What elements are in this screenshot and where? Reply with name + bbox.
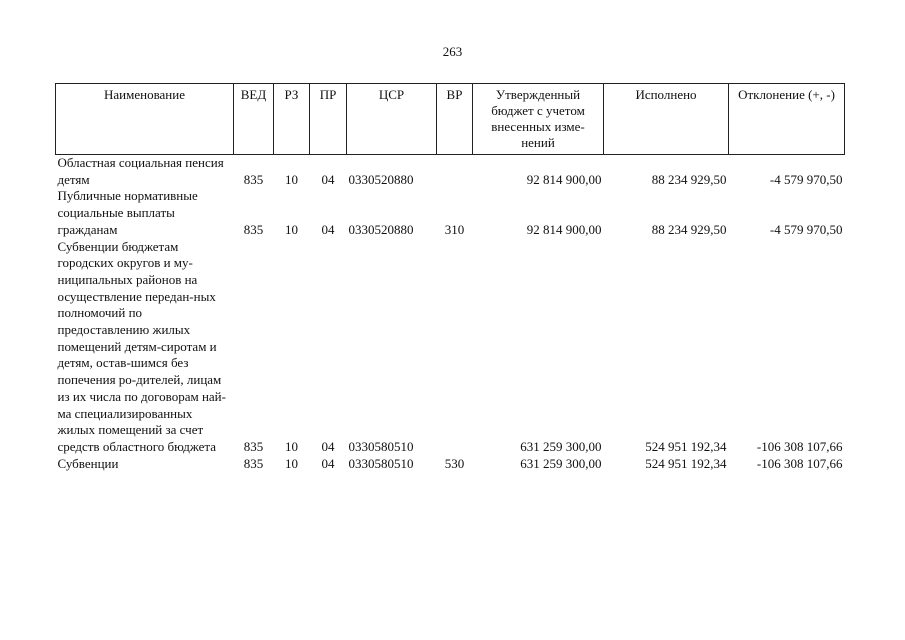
row-deviation: -4 579 970,50 [769, 171, 843, 187]
header-deviation: Отклонение (+, -) [729, 84, 845, 155]
row-executed: 524 951 192,34 [645, 455, 727, 471]
row-rz: 10 [285, 438, 298, 454]
table-row [56, 239, 845, 456]
row-name: Областная социальная пенсия детям [57, 155, 224, 187]
row-pr: 04 [321, 438, 335, 454]
header-rz: РЗ [274, 84, 310, 155]
page-number: 263 [442, 44, 463, 59]
row-rz: 10 [285, 455, 298, 471]
header-row [56, 84, 845, 155]
row-ved: 835 [243, 455, 264, 471]
row-pr: 04 [321, 171, 335, 187]
row-name: Публичные нормативные социальные выплаты гражданам [57, 188, 198, 237]
row-deviation: -106 308 107,66 [756, 455, 843, 471]
row-budget: 92 814 900,00 [526, 171, 602, 187]
header-csr: ЦСР [347, 84, 437, 155]
row-executed: 524 951 192,34 [645, 438, 727, 454]
table-row [56, 456, 845, 473]
header-name: Наименование [56, 84, 234, 155]
header-budget: Утвержденный бюджет с учетом внесенных изме-нений [473, 84, 604, 155]
row-deviation: -106 308 107,66 [756, 438, 843, 454]
row-vr: 530 [444, 455, 465, 471]
budget-table [55, 83, 845, 472]
row-pr: 04 [321, 221, 335, 237]
row-budget: 92 814 900,00 [526, 221, 602, 237]
row-budget: 631 259 300,00 [520, 438, 602, 454]
row-csr: 0330580510 [348, 438, 414, 454]
row-csr: 0330520880 [348, 171, 414, 187]
header-ved: ВЕД [234, 84, 274, 155]
row-vr [437, 155, 473, 189]
header-pr: ПР [310, 84, 347, 155]
row-csr: 0330580510 [348, 455, 414, 471]
table-row [56, 188, 845, 238]
row-csr: 0330520880 [348, 221, 414, 237]
row-budget: 631 259 300,00 [520, 455, 602, 471]
header-vr: ВР [437, 84, 473, 155]
row-name: Субвенции [57, 455, 119, 471]
row-ved: 835 [243, 171, 264, 187]
row-vr [437, 239, 473, 456]
row-name: Субвенции бюджетам городских округов и му-ниципальных районов на осуществление передан-ных полномочий по предоставлению жилых помещений детям-сиротам и детям, остав-шимся без попечения ро-дителей, лицам из их числа по договорам най-ма специализированных жилых помещений за счет средств областного бюджета [57, 238, 226, 454]
header-executed: Исполнено [604, 84, 729, 155]
row-ved: 835 [243, 438, 264, 454]
row-executed: 88 234 929,50 [651, 171, 727, 187]
row-pr: 04 [321, 455, 335, 471]
row-deviation: -4 579 970,50 [769, 221, 843, 237]
row-ved: 835 [243, 221, 264, 237]
row-executed: 88 234 929,50 [651, 221, 727, 237]
table-row [56, 155, 845, 189]
row-vr: 310 [444, 221, 465, 237]
row-rz: 10 [285, 221, 298, 237]
row-rz: 10 [285, 171, 298, 187]
